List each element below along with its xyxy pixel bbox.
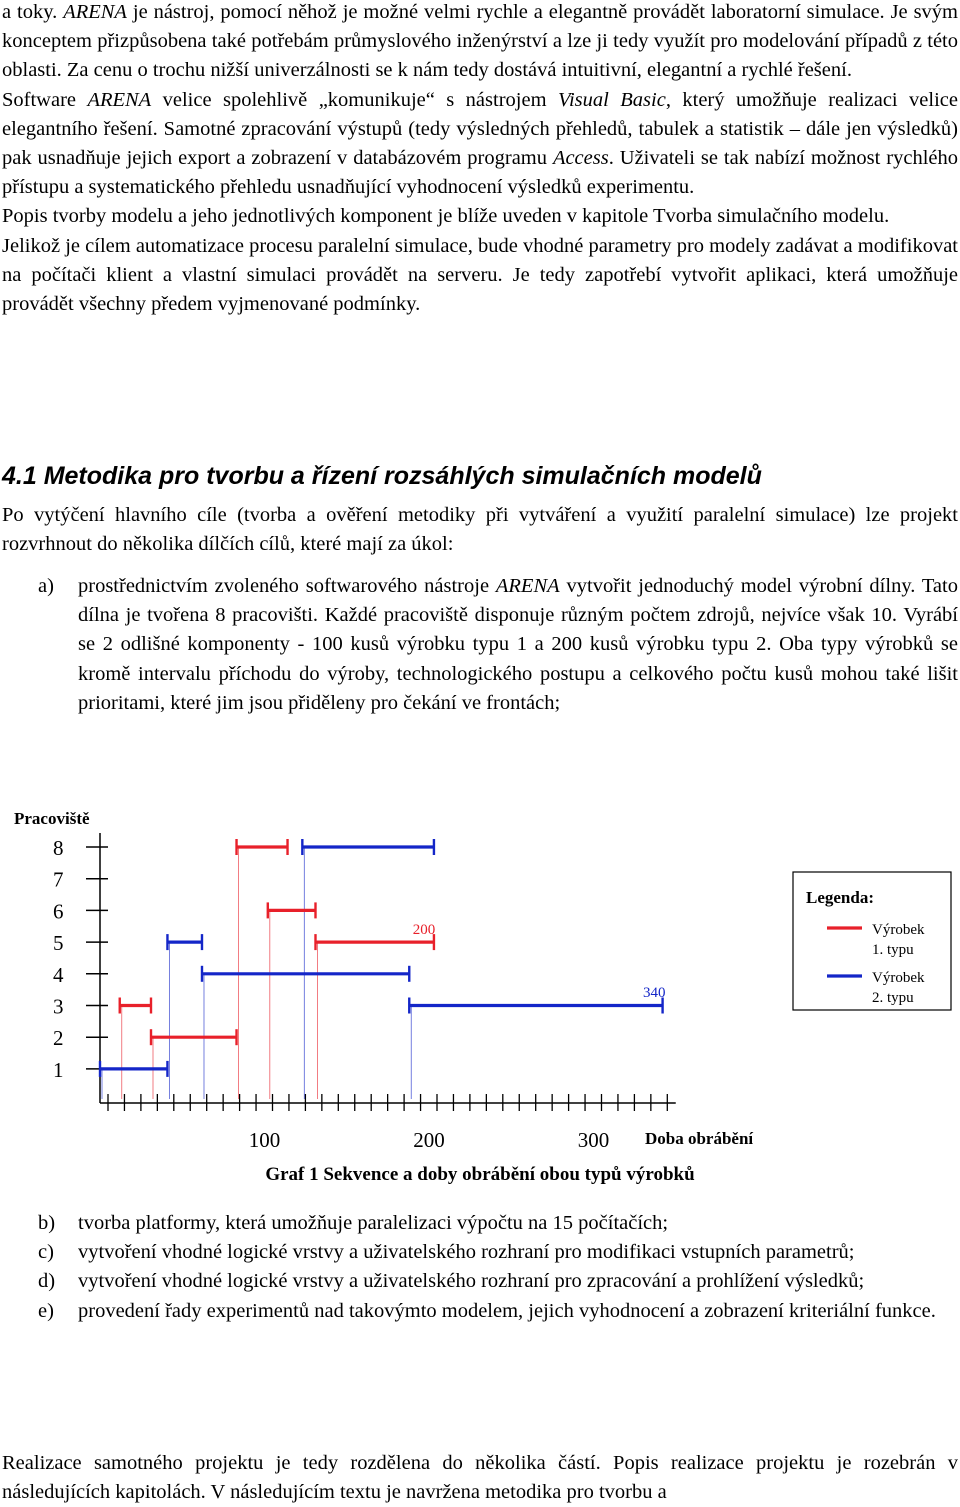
arena-term: ARENA bbox=[63, 1, 127, 23]
legend-label-2: Výrobek bbox=[872, 970, 925, 986]
list-marker: b) bbox=[38, 1212, 56, 1234]
section-lead: Po vytýčení hlavního cíle (tvorba a ověření metodiky při vytváření a využití paralelní simulace) lze projekt rozvrhnout do několika dílčích cílů, které mají za úkol: bbox=[2, 504, 958, 556]
text-run: a toky. bbox=[2, 1, 64, 23]
list-item-e bbox=[0, 1297, 958, 1326]
x-tick-label-100: 100 bbox=[248, 1128, 281, 1152]
intro-paragraph-1 bbox=[2, 0, 958, 86]
text-run: vytvořit jednoduchý model výrobní dílny. Tato dílna je tvořena 8 pracovišti. Každé pracoviště disponuje různým počtem zdrojů, nejvíce však 10. Vyrábí se 2 odlišné komponenty - 100 kusů výrobku typu 1 a 200 kusů výrobku typu 2. Oba typy výrobků se kromě intervalu příchodu do výroby, technologického postupu a celkového počtu kusů mohou také lišit prioritami, které jim jsou přiděleny pro čekání ve frontách; bbox=[78, 575, 958, 714]
list-marker: e) bbox=[38, 1299, 54, 1322]
closing-paragraph: Realizace samotného projektu je tedy rozdělena do několika částí. Popis realizace projektu je rozebrán v následujících kapitolách. V následujícím textu je navržena metodika pro tvorbu a bbox=[2, 1452, 958, 1504]
intro-paragraph-4: Jelikož je cílem automatizace procesu paralelní simulace, bude vhodné parametry pro modely zadávat a modifikovat na počítači klient a vlastní simulaci provádět na serveru. Je tedy zapotřebí vytvořit aplikaci, která umožňuje provádět všechny předem vyjmenované podmínky. bbox=[2, 234, 958, 316]
y-axis-label: Pracoviště bbox=[14, 809, 90, 828]
text-run: prostřednictvím zvoleného softwarového nástroje bbox=[78, 575, 496, 597]
y-tick-label-3: 3 bbox=[53, 994, 64, 1019]
gantt-chart-svg bbox=[0, 795, 960, 1160]
list-marker: c) bbox=[38, 1241, 54, 1264]
text-run: Software bbox=[2, 88, 88, 111]
intro-paragraph-3: Popis tvorby modelu a jeho jednotlivých komponent je blíže uveden v kapitole Tvorba simulačního modelu. bbox=[2, 205, 890, 228]
y-tick-label-1: 1 bbox=[53, 1057, 64, 1082]
closing-block bbox=[2, 1449, 958, 1507]
y-tick-label-8: 8 bbox=[53, 836, 64, 860]
text-run: , který umožňuje realizaci velice elegantního řešení. Samotné zpracování výstupů (tedy výsledných přehledů, tabulek a statistik – dále jen výsledků) pak usnadňuje jejich export a zobrazení v databázovém programu bbox=[2, 88, 958, 170]
gantt-chart bbox=[0, 795, 960, 1195]
legend-title: Legenda: bbox=[806, 888, 874, 907]
list-marker: d) bbox=[38, 1270, 56, 1293]
y-tick-label-2: 2 bbox=[53, 1026, 64, 1051]
annotation-200: 200 bbox=[412, 921, 436, 938]
section-heading: 4.1 Metodika pro tvorbu a řízení rozsáhlých simulačních modelů bbox=[2, 462, 762, 490]
x-axis-label: Doba obrábění bbox=[645, 1129, 754, 1148]
y-tick-label-4: 4 bbox=[53, 962, 64, 987]
list-item-d bbox=[0, 1267, 958, 1296]
list-item-body: provedení řady experimentů nad takovýmto modelem, jejich vyhodnocení a zobrazení kriteriální funkce. bbox=[78, 1299, 936, 1322]
annotation-340: 340 bbox=[643, 985, 666, 1002]
list-marker: a) bbox=[38, 575, 54, 597]
text-run: velice spolehlivě „komunikuje“ s nástrojem bbox=[151, 88, 558, 111]
arena-term: ARENA bbox=[87, 88, 152, 111]
list-item-b bbox=[0, 1209, 958, 1238]
y-tick-label-5: 5 bbox=[53, 931, 64, 956]
y-tick-label-6: 6 bbox=[53, 899, 64, 924]
x-tick-label-200: 200 bbox=[413, 1128, 445, 1152]
list-item-body bbox=[78, 572, 958, 718]
list-rest-block bbox=[0, 1209, 958, 1326]
y-tick-label-7: 7 bbox=[53, 867, 64, 892]
intro-paragraph-2 bbox=[2, 86, 958, 203]
x-tick-label-300: 300 bbox=[577, 1128, 610, 1152]
list-item-body: tvorba platformy, která umožňuje paralelizaci výpočtu na 15 počítačích; bbox=[78, 1212, 669, 1234]
list-item-body: vytvoření vhodné logické vrstvy a uživatelského rozhraní pro zpracování a prohlížení výsledků; bbox=[78, 1270, 865, 1293]
legend-label-1-line-2: 1. typu bbox=[872, 942, 914, 958]
chart-caption: Graf 1 Sekvence a doby obrábění obou typů výrobků bbox=[265, 1164, 695, 1185]
list-item-body: vytvoření vhodné logické vrstvy a uživatelského rozhraní pro modifikaci vstupních parametrů; bbox=[78, 1241, 855, 1264]
text-run: je nástroj, pomocí něhož je možné velmi rychle a elegantně provádět laboratorní simulace. Je svým konceptem přizpůsobena také potřebám průmyslového inženýrství a lze ji tedy využít pro modelování případů z této oblasti. Za cenu o trochu nižší univerzálnosti se k nám tedy dostává intuitivní, elegantní a rychlé řešení. bbox=[2, 1, 959, 82]
list-a-block bbox=[0, 572, 958, 718]
intro-block bbox=[2, 0, 958, 319]
legend-label-2-line-2: 2. typu bbox=[872, 990, 914, 1006]
list-item-a bbox=[0, 572, 958, 718]
list-item-c bbox=[0, 1238, 958, 1267]
text-run: . Uživateli se tak nabízí možnost rychlého přístupu a systematického přehledu usnadňující vyhodnocení výsledků experimentu. bbox=[2, 147, 959, 199]
arena-term: ARENA bbox=[495, 575, 560, 597]
section-block bbox=[2, 461, 958, 559]
legend-label-1: Výrobek bbox=[872, 922, 925, 938]
visual-basic-term: Visual Basic bbox=[557, 88, 666, 111]
access-term: Access bbox=[552, 147, 609, 170]
